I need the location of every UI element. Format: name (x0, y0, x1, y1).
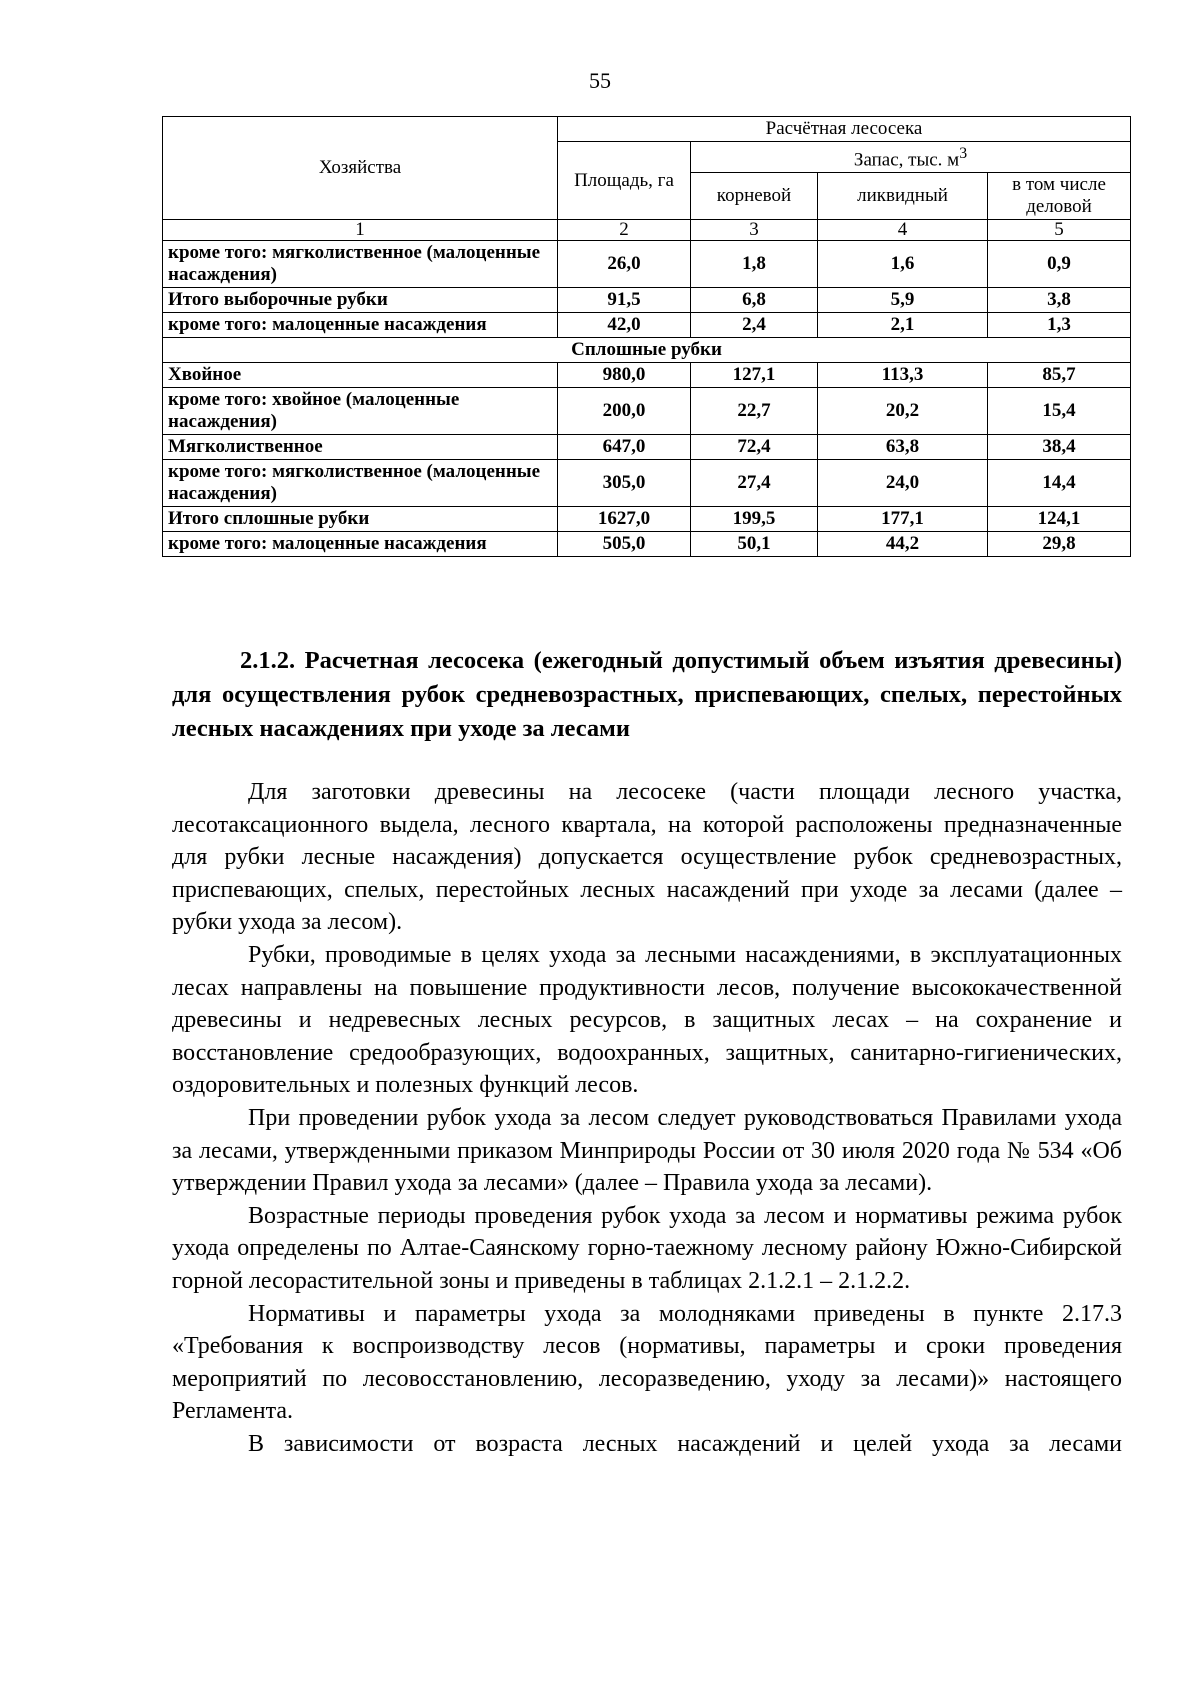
cell-commercial: 124,1 (988, 507, 1131, 532)
table-row (163, 313, 1131, 338)
row-name: кроме того: хвойное (малоценные насаждения) (163, 388, 558, 435)
cell-liquid: 1,6 (818, 241, 988, 288)
cell-commercial: 0,9 (988, 241, 1131, 288)
paragraph: Рубки, проводимые в целях ухода за лесными насаждениями, в эксплуатационных лесах направлены на повышение продуктивности лесов, получение высококачественной древесины и недревесных лесных ресурсов, в защитных лесах – на сохранение и восстановление средообразующих, водоохранных, защитных, санитарно-гигиенических, оздоровительных и полезных функций лесов. (172, 941, 1122, 1099)
cell-area: 305,0 (558, 460, 691, 507)
column-number: 5 (988, 220, 1131, 241)
cell-area: 26,0 (558, 241, 691, 288)
cell-liquid: 63,8 (818, 435, 988, 460)
table-row (163, 532, 1131, 557)
cell-area: 42,0 (558, 313, 691, 338)
row-name: Мягколиственное (163, 435, 558, 460)
cell-liquid: 44,2 (818, 532, 988, 557)
cell-liquid: 113,3 (818, 363, 988, 388)
table-row (163, 460, 1131, 507)
header-liquid: ликвидный (818, 173, 988, 220)
cell-liquid: 177,1 (818, 507, 988, 532)
cell-commercial: 85,7 (988, 363, 1131, 388)
row-name: Хвойное (163, 363, 558, 388)
paragraph: Нормативы и параметры ухода за молодняками приведены в пункте 2.17.3 «Требования к воспроизводству лесов (нормативы, параметры и сроки проведения мероприятий по лесовосстановлению, лесоразведению, уходу за лесами)» настоящего Регламента. (172, 1300, 1122, 1425)
column-number: 2 (558, 220, 691, 241)
row-name: кроме того: малоценные насаждения (163, 532, 558, 557)
cell-liquid: 20,2 (818, 388, 988, 435)
column-number-row (163, 220, 1131, 241)
cell-area: 980,0 (558, 363, 691, 388)
table-row (163, 435, 1131, 460)
cell-commercial: 29,8 (988, 532, 1131, 557)
section-heading: 2.1.2. Расчетная лесосека (ежегодный допустимый объем изъятия древесины) для осуществления рубок средневозрастных, приспевающих, спелых, перестойных лесных насаждениях при уходе за лесами (172, 647, 1122, 742)
header-farms: Хозяйства (163, 117, 558, 220)
header-stock (691, 142, 1131, 173)
cell-root: 2,4 (691, 313, 818, 338)
cell-commercial: 38,4 (988, 435, 1131, 460)
cell-area: 200,0 (558, 388, 691, 435)
header-commercial: в том числе деловой (988, 173, 1131, 220)
cell-liquid: 5,9 (818, 288, 988, 313)
cell-area: 91,5 (558, 288, 691, 313)
cell-area: 647,0 (558, 435, 691, 460)
row-name: кроме того: мягколиственное (малоценные насаждения) (163, 460, 558, 507)
cell-commercial: 3,8 (988, 288, 1131, 313)
header-root: корневой (691, 173, 818, 220)
cell-liquid: 2,1 (818, 313, 988, 338)
section-row (163, 338, 1131, 363)
section-heading-clear-cut: Сплошные рубки (163, 338, 1131, 363)
cell-root: 50,1 (691, 532, 818, 557)
column-number: 1 (163, 220, 558, 241)
cutting-area-table (162, 116, 1131, 557)
cell-root: 127,1 (691, 363, 818, 388)
body-text (172, 776, 1122, 1460)
paragraph: Возрастные периоды проведения рубок ухода за лесом и нормативы режима рубок ухода определены по Алтае-Саянскому горно-таежному лесному району Южно-Сибирской горной лесорастительной зоны и приведены в таблицах 2.1.2.1 – 2.1.2.2. (172, 1202, 1122, 1294)
cell-root: 27,4 (691, 460, 818, 507)
table-row (163, 507, 1131, 532)
column-number: 4 (818, 220, 988, 241)
table-row (163, 288, 1131, 313)
cell-root: 1,8 (691, 241, 818, 288)
cell-liquid: 24,0 (818, 460, 988, 507)
paragraph: При проведении рубок ухода за лесом следует руководствоваться Правилами ухода за лесами, утвержденными приказом Минприроды России от 30 июля 2020 года № 534 «Об утверждении Правил ухода за лесами» (далее – Правила ухода за лесами). (172, 1104, 1122, 1197)
row-name: Итого выборочные рубки (163, 288, 558, 313)
table-row (163, 241, 1131, 288)
cell-commercial: 1,3 (988, 313, 1131, 338)
paragraph: Для заготовки древесины на лесосеке (части площади лесного участка, лесотаксационного выдела, лесного квартала, на которой расположены предназначенные для рубки лесные насаждения) допускается осуществление рубок средневозрастных, приспевающих, спелых, перестойных лесных насаждений при уходе за лесами (далее – рубки ухода за лесом). (172, 779, 1122, 936)
row-name: кроме того: мягколиственное (малоценные насаждения) (163, 241, 558, 288)
column-number: 3 (691, 220, 818, 241)
header-area: Площадь, га (558, 142, 691, 220)
cell-root: 6,8 (691, 288, 818, 313)
page-number: 55 (589, 68, 611, 93)
table-body (163, 220, 1131, 557)
header-stock-label: Запас, тыс. м (853, 149, 960, 171)
header-stock-sup: 3 (959, 145, 968, 162)
row-name: Итого сплошные рубки (163, 507, 558, 532)
header-estimated-cutting-area: Расчётная лесосека (558, 117, 1131, 142)
cell-area: 1627,0 (558, 507, 691, 532)
cell-commercial: 15,4 (988, 388, 1131, 435)
cell-area: 505,0 (558, 532, 691, 557)
table-row (163, 388, 1131, 435)
cell-root: 22,7 (691, 388, 818, 435)
cell-commercial: 14,4 (988, 460, 1131, 507)
cell-root: 72,4 (691, 435, 818, 460)
table-row (163, 363, 1131, 388)
row-name: кроме того: малоценные насаждения (163, 313, 558, 338)
paragraph: В зависимости от возраста лесных насаждений и целей ухода за лесами (248, 1430, 1122, 1457)
cell-root: 199,5 (691, 507, 818, 532)
